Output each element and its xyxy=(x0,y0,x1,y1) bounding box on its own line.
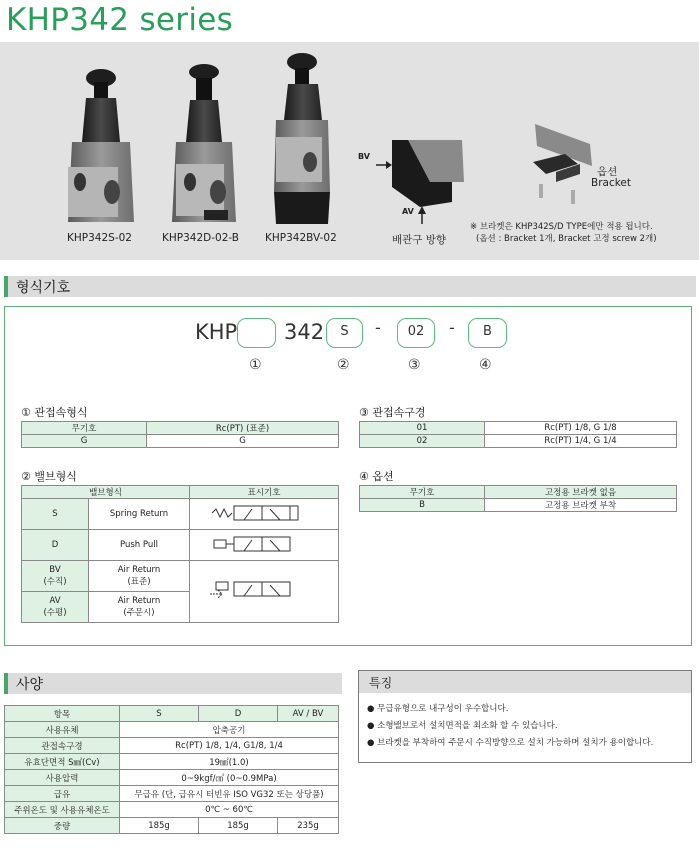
table-row: 사용압력 0~9kgf/㎠ (0~0.9MPa) xyxy=(5,770,339,786)
table-row: 01 Rc(PT) 1/8, G 1/8 xyxy=(360,422,677,435)
valve-symbol-icon xyxy=(204,568,324,612)
model-box-connection xyxy=(237,318,276,348)
features-heading-bar xyxy=(359,671,691,693)
model-box-port: 02 xyxy=(397,318,435,348)
model-box-option: B xyxy=(468,318,507,348)
page-title: KHP342 series xyxy=(6,2,234,38)
table-row: 무기호 고정용 브라켓 없음 xyxy=(360,486,677,499)
table-row: G G xyxy=(22,435,339,448)
table-row: 급유 무급유 (단, 급유시 터빈유 ISO VG32 또는 상당품) xyxy=(5,786,339,802)
table-row: AV (수평) Air Return (주문시) xyxy=(22,592,339,623)
table-row: S Spring Return xyxy=(22,499,339,530)
bracket-note: (옵션 : Bracket 1개, Bracket 고정 screw 2개) xyxy=(476,234,657,244)
bracket-label-en: Bracket xyxy=(591,177,632,189)
spec-heading-bar xyxy=(4,673,342,694)
marker: ④ xyxy=(479,357,492,373)
feature-item: ● 브라켓을 부착하여 주문시 수직방향으로 설치 가능하며 설치가 용이합니다. xyxy=(367,738,654,748)
subsection-heading: ① 관접속형식 xyxy=(21,406,88,419)
table-row: 밸브형식 표시기호 xyxy=(22,486,339,499)
section-heading: 형식기호 xyxy=(16,280,71,296)
model-box-valve: S xyxy=(326,318,363,348)
table-row: 02 Rc(PT) 1/4, G 1/4 xyxy=(360,435,677,448)
section-heading: 특징 xyxy=(369,676,393,690)
model-dash: - xyxy=(375,318,381,337)
product-caption: KHP342D-02-B xyxy=(162,232,240,244)
model-code-heading-bar xyxy=(4,276,696,297)
symbol-air-return xyxy=(190,561,339,623)
bracket-illustration xyxy=(533,124,592,204)
model-prefix: KHP xyxy=(195,320,238,344)
port-size-table xyxy=(359,421,677,448)
av-label: AV xyxy=(402,207,414,216)
valve-d-illustration xyxy=(172,64,236,222)
model-dash: - xyxy=(449,318,455,337)
valve-symbol-icon xyxy=(204,501,324,525)
subsection-heading: ③ 관접속구경 xyxy=(359,406,426,419)
marker: ② xyxy=(337,357,350,373)
model-middle: 342 xyxy=(284,320,325,344)
feature-item: ● 소형밸브로서 설치면적을 최소화 할 수 있습니다. xyxy=(367,721,558,731)
table-row: 사용유체 압축공기 xyxy=(5,722,339,738)
symbol-spring-return xyxy=(190,499,339,530)
product-caption: KHP342S-02 xyxy=(67,232,132,244)
table-row: 무기호 Rc(PT) (표준) xyxy=(22,422,339,435)
marker: ③ xyxy=(408,357,421,373)
feature-item: ● 무급유형으로 내구성이 우수합니다. xyxy=(367,704,509,714)
valve-bv-illustration xyxy=(274,53,330,224)
table-row: 관접속구경 Rc(PT) 1/8, 1/4, G1/8, 1/4 xyxy=(5,738,339,754)
table-row: B 고정용 브라켓 부착 xyxy=(360,499,677,512)
table-row: 항목 S D AV / BV xyxy=(5,706,339,722)
connection-type-table xyxy=(21,421,339,448)
bracket-label-ko: 옵션 xyxy=(597,166,618,178)
product-caption: KHP342BV-02 xyxy=(265,232,337,244)
subsection-heading: ② 밸브형식 xyxy=(21,470,77,483)
port-direction-caption: 배관구 방향 xyxy=(392,234,447,246)
bv-label: BV xyxy=(358,152,370,161)
port-direction-illustration xyxy=(376,140,464,224)
symbol-push-pull xyxy=(190,530,339,561)
table-row: 주위온도 및 사용유체온도 0℃ ~ 60℃ xyxy=(5,802,339,818)
section-heading: 사양 xyxy=(16,677,44,693)
valve-symbol-icon xyxy=(204,532,324,556)
table-row: BV (수직) Air Return (표준) xyxy=(22,561,339,592)
table-row: D Push Pull xyxy=(22,530,339,561)
valve-type-table xyxy=(21,485,339,623)
marker: ① xyxy=(249,357,262,373)
valve-s-illustration xyxy=(68,69,134,222)
option-table xyxy=(359,485,677,512)
table-row: 중량 185g 185g 235g xyxy=(5,818,339,834)
spec-table xyxy=(4,705,339,834)
bracket-note: ※ 브라켓은 KHP342S/D TYPE에만 적용 됩니다. xyxy=(470,222,653,232)
table-row: 유효단면적 S㎟(Cv) 19㎟(1.0) xyxy=(5,754,339,770)
subsection-heading: ④ 옵션 xyxy=(359,470,394,483)
